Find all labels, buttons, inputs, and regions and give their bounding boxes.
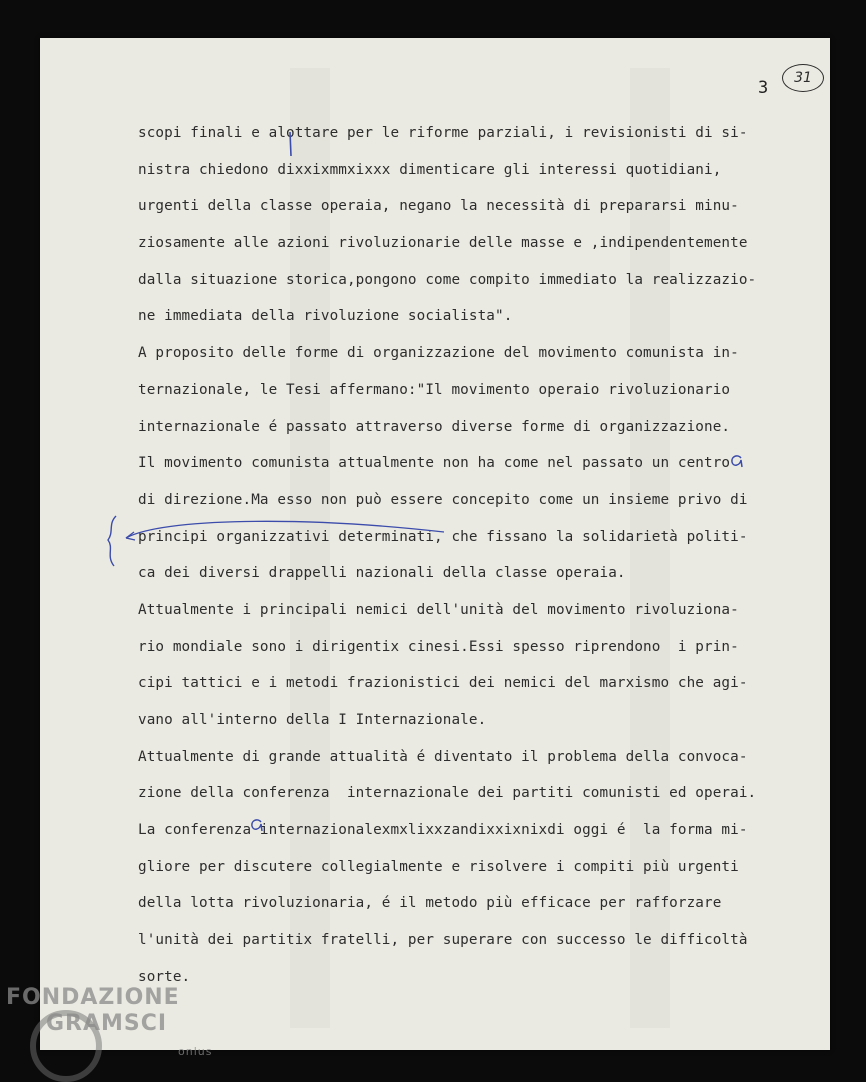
text-line: ziosamente alle azioni rivoluzionarie delle masse e ,indipendentemente [138, 235, 748, 252]
text-line: Il movimento comunista attualmente non ha come nel passato un centro [138, 455, 731, 472]
text-line: Attualmente i principali nemici dell'unità del movimento rivoluziona- [138, 601, 739, 618]
watermark-line: onlus [178, 1045, 213, 1058]
text-line: ternazionale, le Tesi affermano:"Il movimento operaio rivoluzionario [138, 381, 731, 398]
text-line: zione della conferenza internazionale dei partiti comunisti ed operai. [138, 785, 757, 802]
text-line: ca dei diversi drappelli nazionali della classe operaia. [138, 565, 626, 582]
text-line: principi organizzativi determinati, che fissano la solidarietà politi- [138, 528, 748, 545]
text-line: ne immediata della rivoluzione socialista". [138, 308, 513, 325]
text-line: nistra chiedono dixxixmmxixxx dimenticare gli interessi quotidiani, [138, 161, 722, 178]
text-line: sorte. [138, 968, 191, 985]
text-line: La conferenza internazionalexmxlixxzandixxixnixdi oggi é la forma mi- [138, 822, 748, 839]
text-line: vano all'interno della I Internazionale. [138, 712, 487, 728]
document-page [40, 38, 830, 1050]
text-line: di direzione.Ma esso non può essere concepito come un insieme privo di [138, 491, 748, 508]
watermark-line: FONDAZIONE [6, 985, 180, 1010]
text-line: l'unità dei partitix fratelli, per superare con successo le difficoltà [138, 932, 748, 949]
text-line: Attualmente di grande attualità é diventato il problema della convoca- [138, 748, 748, 765]
text-line: della lotta rivoluzionaria, é il metodo più efficace per rafforzare [138, 895, 722, 912]
text-line: internazionale é passato attraverso diverse forme di organizzazione. [138, 418, 731, 435]
text-line: urgenti della classe operaia, negano la necessità di prepararsi minu- [138, 198, 739, 215]
typed-text-body [138, 122, 756, 1003]
text-line: A proposito delle forme di organizzazione del movimento comunista in- [138, 345, 739, 362]
text-line: scopi finali e alottare per le riforme parziali, i revisionisti di si- [138, 125, 748, 141]
text-line: rio mondiale sono i dirigentix cinesi.Essi spesso riprendono i prin- [138, 638, 739, 655]
foundation-watermark [6, 985, 213, 1058]
text-line: dalla situazione storica,pongono come compito immediato la realizzazio- [138, 271, 757, 288]
text-line: cipi tattici e i metodi frazionistici dei nemici del marxismo che agi- [138, 675, 748, 692]
watermark-line: GRAMSCI [46, 1011, 168, 1036]
text-line: gliore per discutere collegialmente e risolvere i compiti più urgenti [138, 858, 739, 875]
page-number: 3 [758, 78, 769, 98]
archive-number-annotation: 31 [782, 64, 824, 92]
